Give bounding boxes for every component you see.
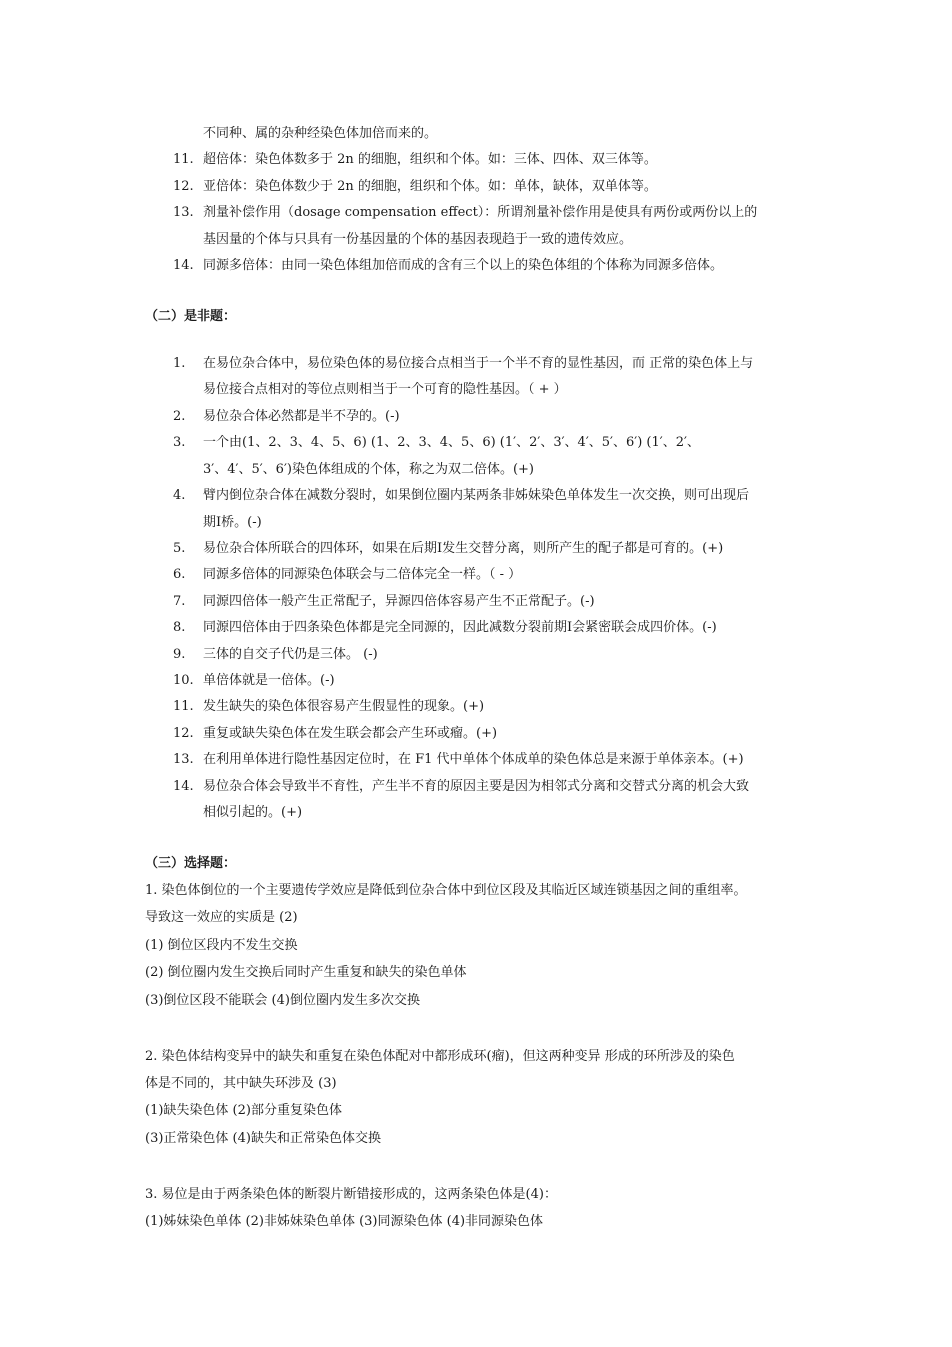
item-text: 易位接合点相对的等位点则相当于一个可育的隐性基因。（ + ） bbox=[203, 382, 567, 397]
option-line: (1) 倒位区段内不发生交换 bbox=[145, 938, 298, 953]
item-text: 易位杂合体会导致半不育性，产生半不育的原因主要是因为相邻式分离和交替式分离的机会大致 bbox=[203, 779, 750, 794]
question-line: 2. 染色体结构变异中的缺失和重复在染色体配对中都形成环(瘤)，但这两种变异 形成的环所涉及的染色 bbox=[145, 1049, 735, 1064]
item-text: 期Ⅰ桥。(-) bbox=[203, 515, 262, 530]
option-line: (3)正常染色体 (4)缺失和正常染色体交换 bbox=[145, 1131, 381, 1146]
item-text: 臂内倒位杂合体在减数分裂时，如果倒位圈内某两条非姊妹染色单体发生一次交换，则可出现后 bbox=[203, 488, 750, 503]
item-number: 5. bbox=[173, 541, 186, 556]
item-number: 14. bbox=[173, 779, 194, 794]
question-line: 导致这一效应的实质是 (2) bbox=[145, 910, 298, 925]
question-line: 3. 易位是由于两条染色体的断裂片断错接形成的，这两条染色体是(4)： bbox=[145, 1187, 557, 1202]
paragraph-line: 不同种、属的杂种经染色体加倍而来的。 bbox=[203, 126, 438, 141]
question-line: 1. 染色体倒位的一个主要遗传学效应是降低到位杂合体中到位区段及其临近区域连锁基因之间的重组率。 bbox=[145, 883, 747, 898]
option-line: (3)倒位区段不能联会 (4)倒位圈内发生多次交换 bbox=[145, 993, 420, 1008]
item-text: 相似引起的。(+) bbox=[203, 805, 303, 820]
question-line: 体是不同的，其中缺失环涉及 (3) bbox=[145, 1076, 337, 1091]
item-text: 一个由(1、2、3、4、5、6) (1、2、3、4、5、6) (1′、2′、3′、4′、5′、6′) (1′、2′、 bbox=[203, 435, 700, 450]
item-text: 易位杂合体必然都是半不孕的。(-) bbox=[203, 409, 400, 424]
item-text: 易位杂合体所联合的四体环，如果在后期Ⅰ发生交替分离，则所产生的配子都是可育的。(+) bbox=[203, 541, 724, 556]
item-text: 3′、4′、5′、6′)染色体组成的个体，称之为双二倍体。(+) bbox=[203, 462, 534, 477]
item-text: 发生缺失的染色体很容易产生假显性的现象。(+) bbox=[203, 699, 485, 714]
item-text: 同源多倍体：由同一染色体组加倍而成的含有三个以上的染色体组的个体称为同源多倍体。 bbox=[203, 258, 724, 273]
item-text: 单倍体就是一倍体。(-) bbox=[203, 673, 335, 688]
item-text: 三体的自交子代仍是三体。 (-) bbox=[203, 647, 378, 662]
item-text: 重复或缺失染色体在发生联会都会产生环或瘤。(+) bbox=[203, 726, 498, 741]
item-number: 9. bbox=[173, 647, 186, 662]
item-text: 在易位杂合体中，易位染色体的易位接合点相当于一个半不育的显性基因，而 正常的染色体上与 bbox=[203, 356, 754, 371]
item-number: 6. bbox=[173, 567, 186, 582]
item-number: 11. bbox=[173, 152, 194, 167]
item-number: 4. bbox=[173, 488, 186, 503]
option-line: (2) 倒位圈内发生交换后同时产生重复和缺失的染色单体 bbox=[145, 965, 467, 980]
item-number: 7. bbox=[173, 594, 186, 609]
item-text: 同源四倍体一般产生正常配子，异源四倍体容易产生不正常配子。(-) bbox=[203, 594, 595, 609]
option-line: (1)缺失染色体 (2)部分重复染色体 bbox=[145, 1103, 342, 1118]
section-heading: （二）是非题： bbox=[145, 309, 237, 324]
item-text: 超倍体：染色体数多于 2n 的细胞，组织和个体。如：三体、四体、双三体等。 bbox=[203, 152, 657, 167]
item-text: 同源多倍体的同源染色体联会与二倍体完全一样。（ - ） bbox=[203, 567, 522, 582]
item-number: 11. bbox=[173, 699, 194, 714]
item-text: 在利用单体进行隐性基因定位时，在 F1 代中单体个体成单的染色体总是来源于单体亲本。(+) bbox=[203, 752, 744, 767]
item-number: 12. bbox=[173, 726, 194, 741]
item-number: 13. bbox=[173, 205, 194, 220]
section-heading: （三）选择题： bbox=[145, 856, 237, 871]
item-text: 剂量补偿作用（dosage compensation effect）：所谓剂量补偿作用是使具有两份或两份以上的 bbox=[203, 205, 758, 220]
item-number: 12. bbox=[173, 179, 194, 194]
item-number: 2. bbox=[173, 409, 186, 424]
item-number: 8. bbox=[173, 620, 186, 635]
item-number: 13. bbox=[173, 752, 194, 767]
option-line: (1)姊妹染色单体 (2)非姊妹染色单体 (3)同源染色体 (4)非同源染色体 bbox=[145, 1214, 544, 1229]
item-text: 亚倍体：染色体数少于 2n 的细胞，组织和个体。如：单体，缺体，双单体等。 bbox=[203, 179, 657, 194]
item-number: 3. bbox=[173, 435, 186, 450]
item-number: 1. bbox=[173, 356, 186, 371]
item-text: 基因量的个体与只具有一份基因量的个体的基因表现趋于一致的遗传效应。 bbox=[203, 232, 633, 247]
item-number: 10. bbox=[173, 673, 194, 688]
item-number: 14. bbox=[173, 258, 194, 273]
item-text: 同源四倍体由于四条染色体都是完全同源的，因此减数分裂前期Ⅰ会紧密联会成四价体。(-) bbox=[203, 620, 717, 635]
